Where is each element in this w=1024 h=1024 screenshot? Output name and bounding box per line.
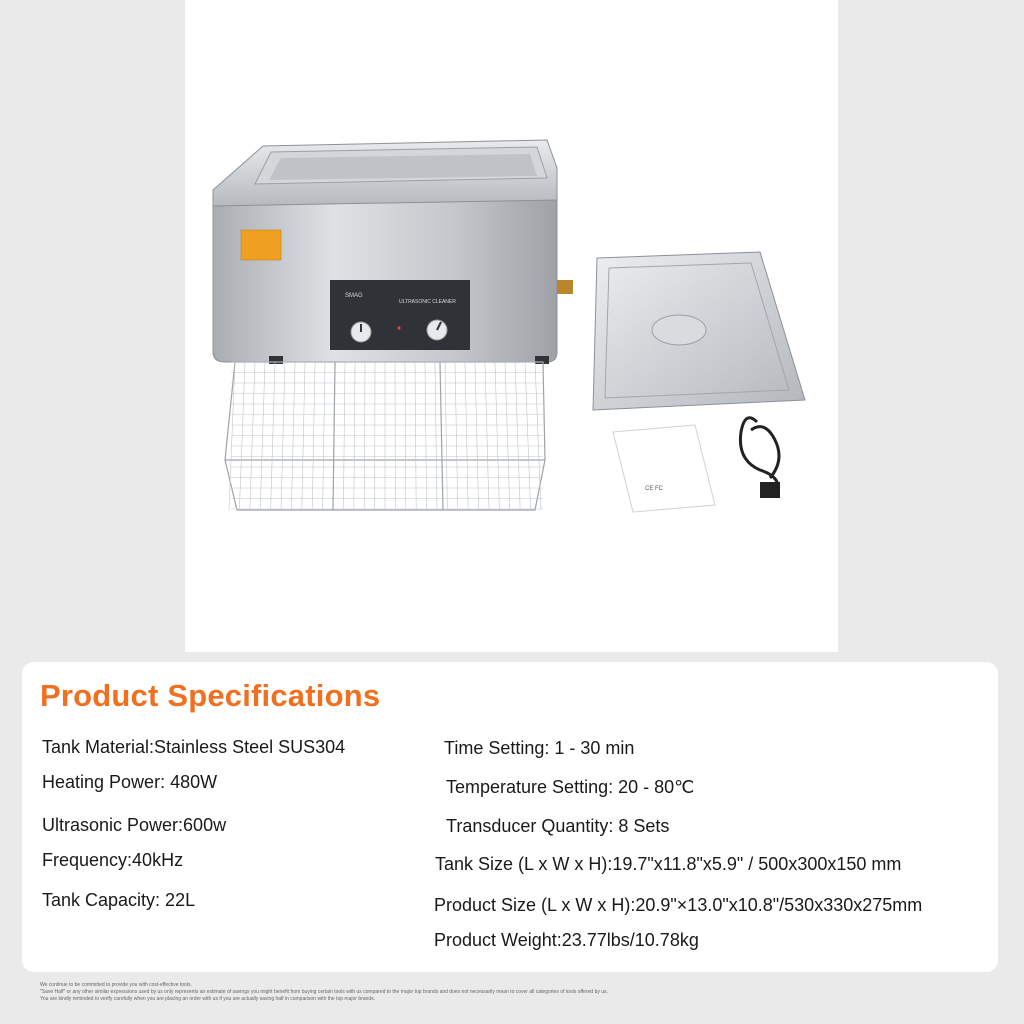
spec-product-size: Product Size (L x W x H):20.9"×13.0"x10.8"/530x330x275mm <box>434 895 923 915</box>
user-manual <box>613 425 715 512</box>
spec-transducer-quantity: Transducer Quantity: 8 Sets <box>446 816 670 836</box>
spec-tank-capacity: Tank Capacity: 22L <box>42 890 196 910</box>
cleaning-basket <box>225 362 545 510</box>
spec-tank-size: Tank Size (L x W x H):19.7"x11.8"x5.9" / 500x300x150 mm <box>435 854 902 874</box>
power-cord-icon <box>740 418 780 498</box>
product-photo <box>185 0 838 652</box>
lid-handle-icon <box>652 315 706 345</box>
manual-certification-marks: CE FC <box>645 486 663 492</box>
spec-tank-material: Tank Material:Stainless Steel SUS304 <box>42 737 346 757</box>
spec-time-setting: Time Setting: 1 - 30 min <box>444 738 635 758</box>
specifications-title: Product Specifications <box>40 678 381 713</box>
spec-product-weight: Product Weight:23.77lbs/10.78kg <box>434 930 699 950</box>
spec-temperature-setting: Temperature Setting: 20 - 80℃ <box>446 777 695 797</box>
specifications-card <box>22 662 998 972</box>
control-panel <box>330 280 470 350</box>
ultrasonic-cleaner-illustration <box>185 0 838 652</box>
spec-frequency: Frequency:40kHz <box>42 850 184 870</box>
tank-lid <box>593 252 805 410</box>
cleaner-tank <box>213 140 573 364</box>
spec-ultrasonic-power: Ultrasonic Power:600w <box>42 815 227 835</box>
disclaimer-line-2: "Save Half" or any other similar expressions used by us only represents an estimate of savings you might benefit from buying certain tools with us compared to the major top brands and does not necessarily mean to cover all categories of tools offered by us. <box>40 989 608 995</box>
panel-title: ULTRASONIC CLEANER <box>399 299 456 305</box>
panel-brand: SMAG <box>345 293 363 299</box>
warning-label-icon <box>241 230 281 260</box>
disclaimer <box>40 982 740 1003</box>
disclaimer-line-1: We continue to be committed to provide you with cost-effective tools. <box>40 982 192 988</box>
drain-valve-icon[interactable] <box>557 280 573 294</box>
spec-heating-power: Heating Power: 480W <box>42 772 218 792</box>
disclaimer-line-3: You are kindly reminded to verify carefully when you are placing an order with us if you are actually saving half in comparison with the top major brands. <box>40 996 375 1002</box>
